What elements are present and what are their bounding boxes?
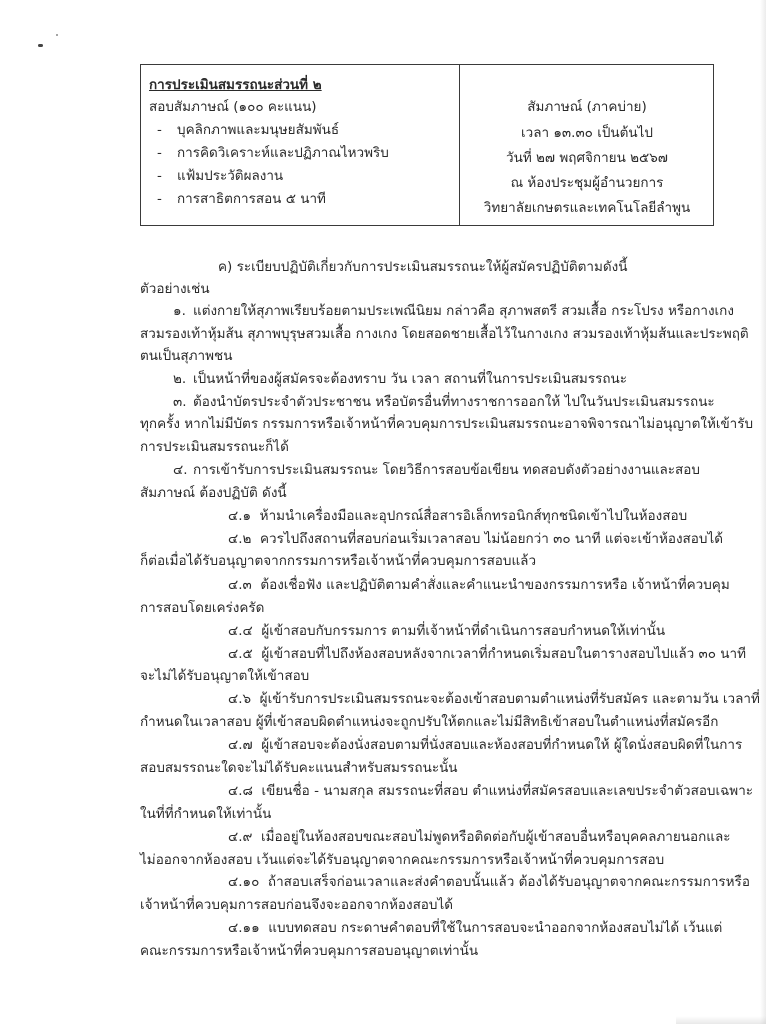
rule-item: ๑. แต่งกายให้สุภาพเรียบร้อยตามประเพณีนิยม กล่าวคือ สุภาพสตรี สวมเสื้อ กระโปรง หรือกางเกง	[173, 303, 734, 319]
sub-rule-continuation: สอบสมรรถนะใดจะไม่ได้รับคะแนนสำหรับสมรรถนะนั้น	[140, 760, 458, 776]
rule-item-continuation: ตนเป็นสุภาพชน	[140, 348, 233, 364]
example-label: ตัวอย่างเช่น	[140, 281, 210, 297]
sub-rule-item: ๔.๑๑ แบบทดสอบ กระดาษคำตอบที่ใช้ในการสอบจะนำออกจากห้องสอบไม่ได้ เว้นแต่	[228, 920, 723, 936]
scan-speck	[56, 34, 58, 36]
sub-rule-item: ๔.๒ ควรไปถึงสถานที่สอบก่อนเริ่มเวลาสอบ ไม่น้อยกว่า ๓๐ นาที แต่จะเข้าห้องสอบได้	[228, 531, 724, 547]
rule-item-continuation: สวมรองเท้าหุ้มส้น สุภาพบุรุษสวมเสื้อ กางเกง โดยสอดชายเสื้อไว้ในกางเกง สวมรองเท้าหุ้มส้นและประพฤติ	[140, 326, 749, 342]
sub-rule-item: ๔.๗ ผู้เข้าสอบจะต้องนั่งสอบตามที่นั่งสอบและห้องสอบที่กำหนดให้ ผู้ใดนั่งสอบผิดที่ในการ	[228, 737, 743, 753]
sub-rule-continuation: คณะกรรมการหรือเจ้าหน้าที่ควบคุมการสอบอนุญาตเท่านั้น	[140, 943, 479, 959]
sub-rule-continuation: ไม่ออกจากห้องสอบ เว้นแต่จะได้รับอนุญาตจากคณะกรรมการหรือเจ้าหน้าที่ควบคุมการสอบ	[140, 852, 665, 868]
interview-schedule-cell	[459, 65, 715, 225]
sub-rule-item: ๔.๙ เมื่ออยู่ในห้องสอบขณะสอบไม่พูดหรือติดต่อกับผู้เข้าสอบอื่นหรือบุคคลภายนอกและ	[228, 829, 731, 845]
assessment-part-2-cell	[149, 75, 453, 211]
rule-item-continuation: สัมภาษณ์ ต้องปฏิบัติ ดังนี้	[140, 485, 287, 501]
rule-item: ๔. การเข้ารับการประเมินสมรรถนะ โดยวิธีการสอบข้อเขียน ทดสอบดังตัวอย่างงานและสอบ	[173, 462, 700, 478]
interview-score-label: สอบสัมภาษณ์ (๑๐๐ คะแนน)	[149, 99, 317, 115]
schedule-line: วันที่ ๒๗ พฤศจิกายน ๒๕๖๗	[506, 150, 668, 166]
sub-rule-item: ๔.๕ ผู้เข้าสอบที่ไปถึงห้องสอบหลังจากเวลาที่กำหนดเริ่มสอบในตารางสอบไปแล้ว ๓๐ นาที	[228, 646, 747, 662]
sub-rule-continuation: จะไม่ได้รับอนุญาตให้เข้าสอบ	[140, 668, 310, 684]
schedule-line: สัมภาษณ์ (ภาคบ่าย)	[527, 99, 647, 115]
assessment-schedule-box	[140, 64, 714, 226]
rule-item-continuation: การประเมินสมรรถนะก็ได้	[140, 439, 289, 455]
scan-speck	[38, 44, 43, 47]
sub-rule-item: ๔.๔ ผู้เข้าสอบกับกรรมการ ตามที่เจ้าหน้าที่ดำเนินการสอบกำหนดให้เท่านั้น	[228, 623, 666, 639]
rule-item: ๒. เป็นหน้าที่ของผู้สมัครจะต้องทราบ วัน เวลา สถานที่ในการประเมินสมรรถนะ	[173, 371, 627, 387]
criteria-item: - แฟ้มประวัติผลงาน	[157, 168, 284, 184]
criteria-item: - การคิดวิเคราะห์และปฏิภาณไหวพริบ	[157, 145, 389, 161]
schedule-line: วิทยาลัยเกษตรและเทคโนโลยีลำพูน	[483, 200, 691, 216]
sub-rule-item: ๔.๑๐ ถ้าสอบเสร็จก่อนเวลาและส่งคำตอบนั้นแล้ว ต้องได้รับอนุญาตจากคณะกรรมการหรือ	[228, 874, 750, 890]
schedule-line: ณ ห้องประชุมผู้อำนวยการ	[510, 175, 664, 191]
rule-item: ๓. ต้องนำบัตรประจำตัวประชาชน หรือบัตรอื่นที่ทางราชการออกให้ ไปในวันประเมินสมรรถนะ	[173, 394, 715, 410]
sub-rule-continuation: ก็ต่อเมื่อได้รับอนุญาตจากกรรมการหรือเจ้าหน้าที่ควบคุมการสอบแล้ว	[140, 553, 537, 569]
assessment-part-2-heading: การประเมินสมรรถนะส่วนที่ ๒	[149, 77, 322, 93]
scan-edge-shadow	[760, 0, 766, 1024]
criteria-item: - บุคลิกภาพและมนุษยสัมพันธ์	[157, 122, 340, 138]
scan-corner-shadow	[676, 1016, 766, 1024]
sub-rule-item: ๔.๘ เขียนชื่อ - นามสกุล สมรรถนะที่สอบ ตำแหน่งที่สมัครสอบและเลขประจำตัวสอบเฉพาะ	[228, 783, 754, 799]
schedule-line: เวลา ๑๓.๓๐ เป็นต้นไป	[521, 125, 653, 141]
rule-item-continuation: ทุกครั้ง หากไม่มีบัตร กรรมการหรือเจ้าหน้าที่ควบคุมการประเมินสมรรถนะอาจพิจารณาไม่อนุญาตให้เข้ารับ	[140, 416, 754, 432]
sub-rule-item: ๔.๑ ห้ามนำเครื่องมือและอุปกรณ์สื่อสารอิเล็กทรอนิกส์ทุกชนิดเข้าไปในห้องสอบ	[228, 508, 688, 524]
sub-rule-continuation: ในที่ที่กำหนดให้เท่านั้น	[140, 806, 272, 822]
criteria-item: - การสาธิตการสอน ๕ นาที	[157, 191, 326, 207]
section-heading: ค) ระเบียบปฏิบัติเกี่ยวกับการประเมินสมรรถนะให้ผู้สมัครปฏิบัติตามดังนี้	[218, 259, 628, 275]
sub-rule-item: ๔.๓ ต้องเชื่อฟัง และปฏิบัติตามคำสั่งและคำแนะนำของกรรมการหรือ เจ้าหน้าที่ควบคุม	[228, 577, 730, 593]
sub-rule-item: ๔.๖ ผู้เข้ารับการประเมินสมรรถนะจะต้องเข้าสอบตามตำแหน่งที่รับสมัคร และตามวัน เวลาที่	[228, 691, 760, 707]
sub-rule-continuation: กำหนดในเวลาสอบ ผู้ที่เข้าสอบผิดตำแหน่งจะถูกปรับให้ตกและไม่มีสิทธิเข้าสอบในตำแหน่งที่สมัครอีก	[140, 714, 719, 730]
sub-rule-continuation: การสอบโดยเคร่งครัด	[140, 600, 265, 616]
sub-rule-continuation: เจ้าหน้าที่ควบคุมการสอบก่อนจึงจะออกจากห้องสอบได้	[140, 897, 454, 913]
